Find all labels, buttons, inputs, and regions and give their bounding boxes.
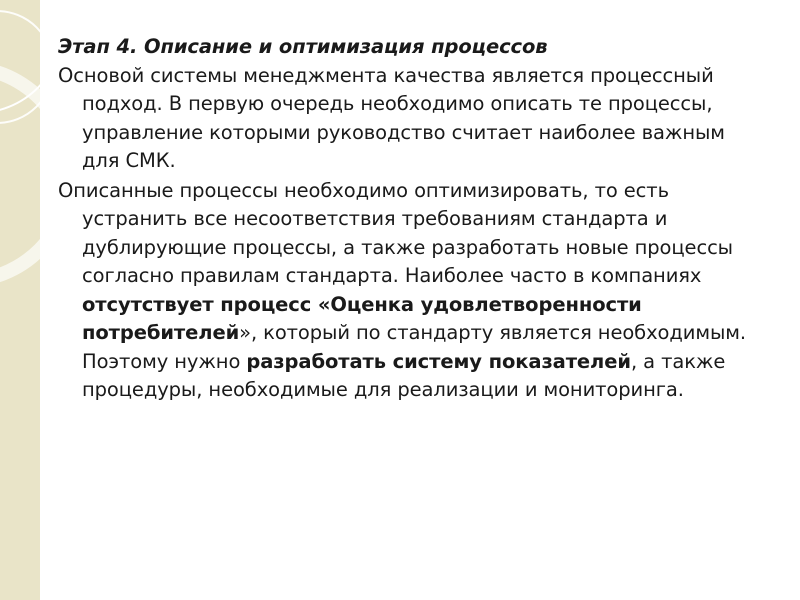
highlight-develop-indicators: разработать систему показателей [246,349,631,373]
paragraph-2-text: Описанные процессы необходимо оптимизировать, то есть устранить все несоответствия требованиям стандарта и дублирующие процессы, а также разработать новые процессы согласно правилам стандарта. Наиболее часто в компаниях [58,178,733,287]
paragraph-1: Основой системы менеджмента качества является процессный подход. В первую очередь необходимо описать те процессы, управление которыми руководство считает наиболее важным для СМК. [58,63,725,172]
paragraph-2-text: », который по стандарту является необходимым. Поэтому нужно [82,321,746,373]
highlight-missing-process: отсутствует процесс «Оценка удовлетворенности потребителей [82,292,642,344]
slide-content [58,33,758,405]
paragraph-2 [58,177,758,405]
decorative-side-band [0,0,40,600]
slide-title: Этап 4. Описание и оптимизация процессов [58,35,548,58]
paragraph-2-text: , а также процедуры, необходимые для реализации и мониторинга. [82,349,726,401]
